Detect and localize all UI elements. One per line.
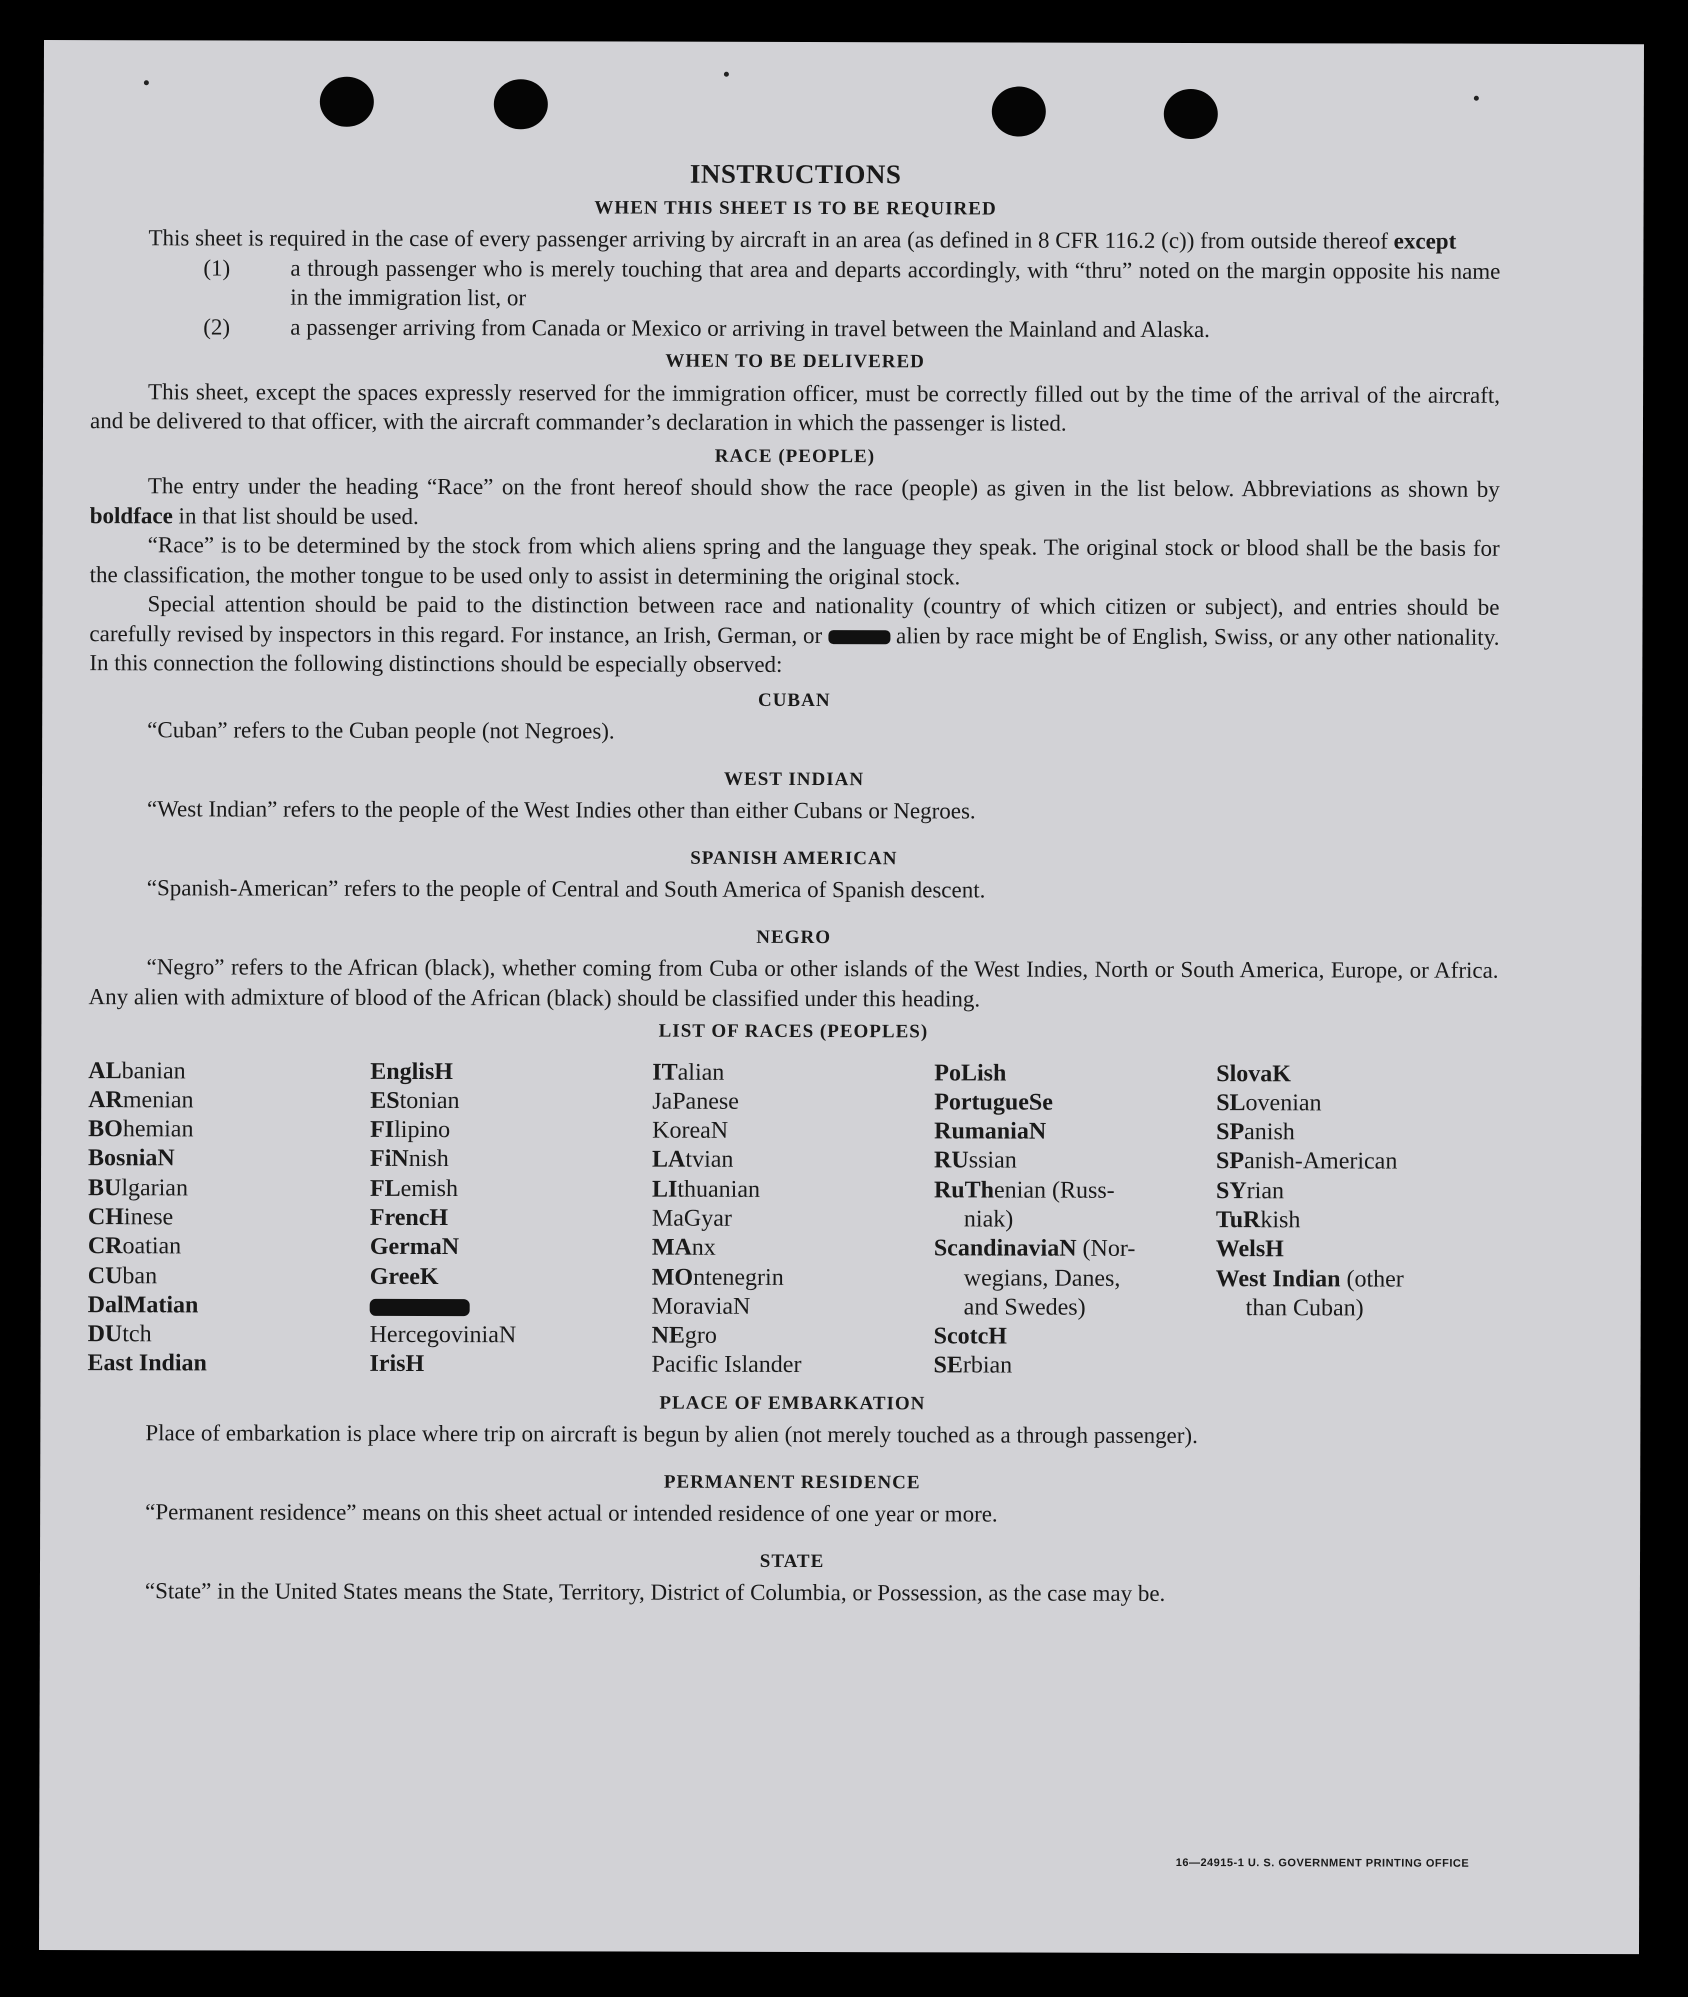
- race-entry: [370, 1292, 652, 1322]
- race-entry: DalMatian: [87, 1291, 199, 1319]
- race-entry: ScotcH: [933, 1323, 1007, 1350]
- paragraph: “West Indian” refers to the people of the West Indies other than either Cubans or Negroes.: [146, 796, 976, 824]
- section-heading: CUBAN: [757, 689, 831, 711]
- section-heading: RACE (PEOPLE): [714, 445, 876, 467]
- list-item: (1) a through passenger who is merely touching that area and departs accordingly, with “thru” noted on the margin opposite his name in the immigration list, or: [203, 254, 1501, 311]
- race-entry: FiNnish: [370, 1146, 449, 1173]
- races-column: [87, 1057, 370, 1380]
- race-entry: PortugueSe: [934, 1089, 1053, 1116]
- punch-hole: [1164, 89, 1218, 139]
- punch-hole: [494, 79, 548, 129]
- race-entry: SLovenian: [1216, 1089, 1322, 1117]
- race-entry: SlovaK: [1216, 1060, 1292, 1087]
- paragraph: “State” in the United States means the State, Territory, District of Columbia, or Possession, as the case may be.: [144, 1578, 1166, 1607]
- race-entry: MaGyar: [651, 1205, 732, 1232]
- race-entry: SYrian: [1215, 1177, 1285, 1204]
- races-column: [651, 1058, 934, 1381]
- document-body: [87, 158, 1501, 1609]
- race-entry: Pacific Islander: [651, 1352, 802, 1379]
- speck: [1474, 96, 1479, 101]
- race-entry: HercegoviniaN: [369, 1322, 517, 1349]
- race-entry: ScandinaviaN (Nor-: [933, 1235, 1136, 1263]
- race-entry: ALbanian: [88, 1057, 186, 1084]
- race-entry: niak): [963, 1206, 1014, 1233]
- race-entry: MAnx: [651, 1234, 716, 1262]
- race-entry: DUtch: [87, 1321, 152, 1348]
- paragraph: “Race” is to be determined by the stock from which aliens spring and the language they speak. The original stock or blood shall be the basis for the classification, the mother tongue to be used only to assist in determining the original stock.: [89, 532, 1500, 589]
- race-entry: GreeK: [369, 1263, 439, 1290]
- race-entry: EnglisH: [370, 1058, 454, 1085]
- race-entry: BOhemian: [88, 1116, 194, 1143]
- race-entry: IrisH: [369, 1351, 425, 1378]
- section-heading: WHEN TO BE DELIVERED: [665, 350, 925, 373]
- printer-imprint: 16—24915-1 U. S. GOVERNMENT PRINTING OFFICE: [1175, 1856, 1470, 1870]
- paragraph: Place of embarkation is place where trip on aircraft is begun by alien (not merely touched as a through passenger).: [145, 1420, 1198, 1449]
- paragraph: Special attention should be paid to the distinction between race and nationality (country of which citizen or subject), and entries should be carefully revised by inspectors in this regard. For instance, an Irish, German, or alien by race might be of English, Swiss, or any other nationality. In this connection the following distinctions should be especially observed:: [89, 591, 1500, 677]
- race-entry: SErbian: [933, 1352, 1013, 1380]
- race-entry: RumaniaN: [934, 1118, 1047, 1145]
- punch-hole: [992, 86, 1046, 136]
- section-heading: PLACE OF EMBARKATION: [659, 1392, 926, 1415]
- section-heading: LIST OF RACES (PEOPLES): [658, 1020, 929, 1043]
- races-column: [369, 1057, 652, 1380]
- race-entry: RuThenian (Russ-: [933, 1177, 1115, 1204]
- paragraph: “Permanent residence” means on this sheet actual or intended residence of one year or more.: [145, 1499, 998, 1527]
- race-entry: MOntenegrin: [651, 1264, 784, 1291]
- race-entry: SPanish-American: [1216, 1148, 1398, 1175]
- section-heading: STATE: [759, 1550, 825, 1572]
- race-entry: LIthuanian: [651, 1176, 761, 1203]
- race-entry: West Indian (other: [1215, 1265, 1404, 1293]
- race-entry: TuRkish: [1215, 1207, 1301, 1234]
- race-entry: East Indian: [87, 1350, 207, 1377]
- races-column: [933, 1059, 1216, 1382]
- paragraph: The entry under the heading “Race” on the front hereof should show the race (people) as given in the list below. Abbreviations as shown by boldface in that list should be used.: [89, 473, 1500, 529]
- redaction-mark: [828, 630, 890, 644]
- section-heading: PERMANENT RESIDENCE: [663, 1471, 921, 1494]
- speck: [724, 72, 729, 77]
- section-heading: WEST INDIAN: [724, 768, 865, 790]
- race-entry: JaPanese: [652, 1088, 739, 1115]
- race-entry: GermaN: [369, 1234, 460, 1261]
- section-heading: WHEN THIS SHEET IS TO BE REQUIRED: [594, 196, 997, 219]
- paragraph: “Negro” refers to the African (black), whether coming from Cuba or other islands of the West Indies, North or South America, Europe, or Africa. Any alien with admixture of blood of the African (black) should be classified under this heading.: [88, 954, 1499, 1011]
- race-entry: ITalian: [652, 1059, 725, 1086]
- race-entry: BUlgarian: [87, 1174, 189, 1202]
- race-entry: FLemish: [369, 1175, 459, 1202]
- paragraph: “Cuban” refers to the Cuban people (not Negroes).: [147, 717, 615, 744]
- race-entry: and Swedes): [963, 1294, 1086, 1321]
- race-entry: WelsH: [1215, 1236, 1284, 1263]
- race-entry: MoraviaN: [651, 1293, 751, 1320]
- race-entry: PoLish: [934, 1059, 1007, 1087]
- race-entry: wegians, Danes,: [963, 1264, 1121, 1292]
- punch-hole: [320, 77, 374, 127]
- race-entry: CHinese: [87, 1204, 174, 1231]
- race-entry: SPanish: [1216, 1119, 1295, 1146]
- section-heading: NEGRO: [756, 926, 832, 948]
- list-item: (2) a passenger arriving from Canada or Mexico or arriving in travel between the Mainland and Alaska.: [203, 313, 1210, 342]
- paragraph: “Spanish-American” refers to the people of Central and South America of Spanish descent.: [146, 875, 986, 903]
- race-entry: FrencH: [369, 1204, 449, 1232]
- race-entry: FIlipino: [370, 1116, 451, 1144]
- section-heading: SPANISH AMERICAN: [690, 847, 898, 869]
- race-entry: RUssian: [934, 1147, 1017, 1174]
- speck: [144, 80, 149, 85]
- paragraph: This sheet is required in the case of every passenger arriving by aircraft in an area (as defined in 8 CFR 116.2 (c)) from outside thereof except: [148, 225, 1457, 254]
- race-entry: KoreaN: [652, 1117, 729, 1144]
- race-entry: LAtvian: [652, 1146, 734, 1174]
- race-entry: ARmenian: [88, 1086, 194, 1114]
- document-sheet: [39, 40, 1644, 1954]
- redaction-mark: [370, 1299, 470, 1316]
- race-entry: than Cuban): [1245, 1295, 1364, 1322]
- race-entry: NEgro: [651, 1322, 717, 1349]
- races-table: [87, 1057, 1498, 1383]
- paragraph: This sheet, except the spaces expressly reserved for the immigration officer, must be correctly filled out by the time of the arrival of the aircraft, and be delivered to that officer, with the aircraft commander’s declaration in which the passenger is listed.: [89, 378, 1501, 436]
- races-column: [1215, 1060, 1498, 1383]
- race-entry: CRoatian: [87, 1233, 182, 1260]
- race-entry: CUban: [87, 1262, 158, 1289]
- page-title: INSTRUCTIONS: [689, 158, 902, 190]
- race-entry: EStonian: [370, 1087, 460, 1114]
- race-entry: BosniaN: [88, 1145, 175, 1172]
